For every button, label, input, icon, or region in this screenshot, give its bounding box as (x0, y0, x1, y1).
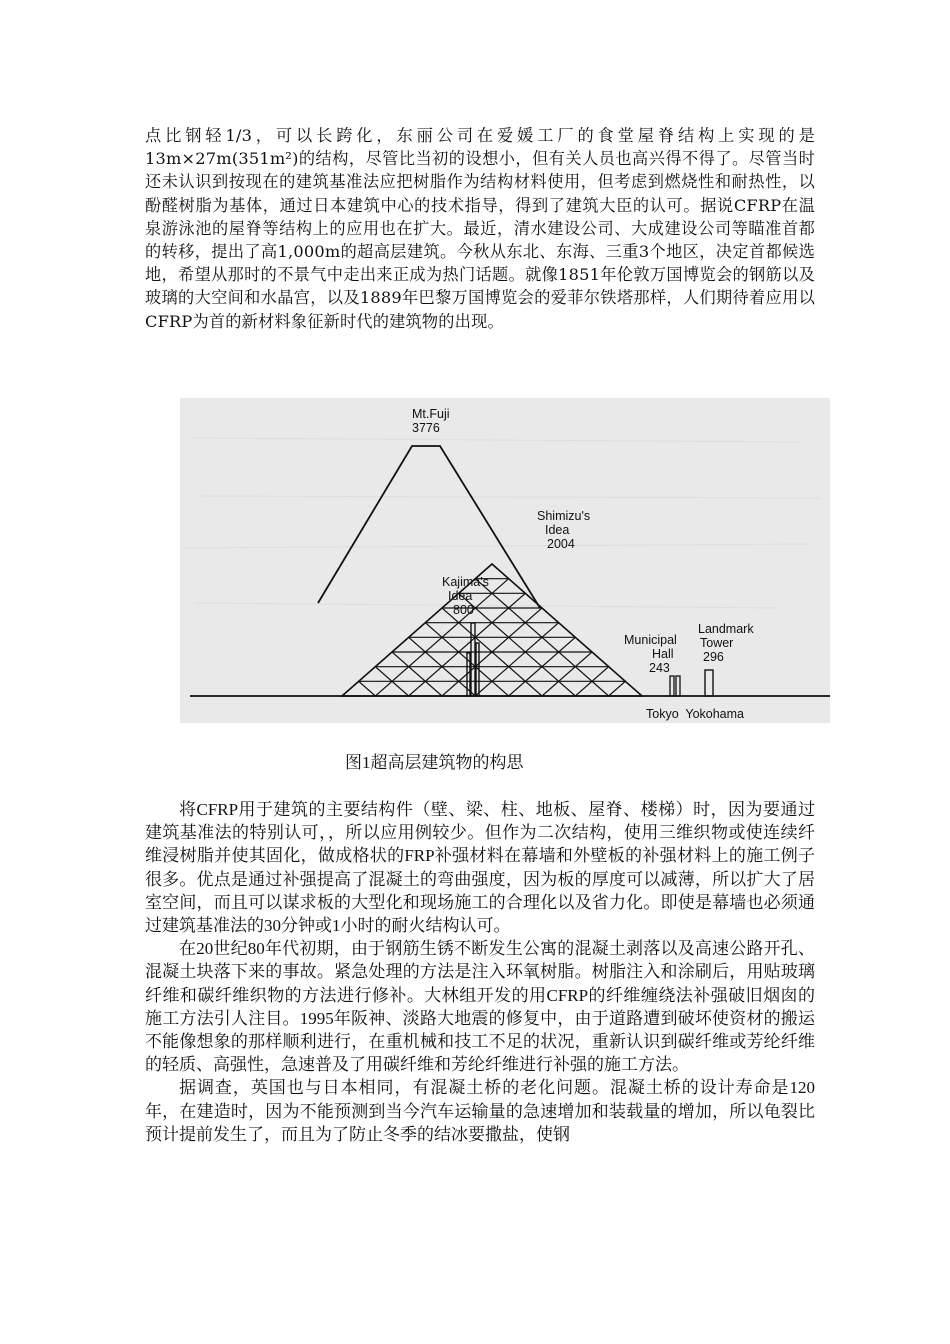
kajima-tower (467, 623, 479, 696)
scan-noise (185, 438, 820, 608)
paragraph-cfrp-building: 将CFRP用于建筑的主要结构件（壁、梁、柱、地板、屋脊、楼梯）时，因为要通过建筑基准法的特别认可，，所以应用例较少。但作为二次结构，使用三维织物或使连续纤维浸树脂并使其固化，做成格状的FRP补强材料在幕墙和外壁板的补强材料上的施工例子很多。优点是通过补强提高了混凝土的弯曲强度，因为板的厚度可以减薄，所以扩大了居室空间，而且可以谋求板的大型化和现场施工的合理化以及省力化。即使是幕墙也必须通过建筑基准法的30分钟或1小时的耐火结构认可。 (145, 800, 815, 936)
municipal-name-label: Municipal (624, 633, 677, 647)
paragraph-intro: 点比钢轻1/3，可以长跨化，东丽公司在爱媛工厂的食堂屋脊结构上实现的是13m×27m(351m²)的结构，尽管比当初的设想小，但有关人员也高兴得不得了。尽管当时还未认识到按现在的建筑基准法应把树脂作为结构材料使用，但考虑到燃烧性和耐热性，以酚醛树脂为基体，通过日本建筑中心的技术指导，得到了建筑大臣的认可。据说CFRP在温泉游泳池的屋脊等结构上的应用也在扩大。最近，清水建设公司、大成建设公司等瞄准首都的转移，提出了高1,000m的超高层建筑。今秋从东北、东海、三重3个地区，决定首都候选地，希望从那时的不景气中走出来正成为热门话题。就像1851年伦敦万国博览会的钢筋以及玻璃的大空间和水晶宫，以及1889年巴黎万国博览会的爱菲尔铁塔那样，人们期待着应用以CFRP为首的新材料象征新时代的建筑物的出现。 (145, 126, 815, 331)
municipal-height-label: 243 (649, 661, 670, 675)
shimizu-name-label: Shimizu's (537, 509, 591, 523)
fuji-height-label: 3776 (412, 421, 440, 435)
paragraph-1980s-repair: 在20世纪80年代初期，由于钢筋生锈不断发生公寓的混凝土剥落以及高速公路开孔、混凝土块落下来的事故。紧急处理的方法是注入环氧树脂。树脂注入和涂刷后，用贴玻璃纤维和碳纤维织物的方法进行修补。大林组开发的用CFRP的纤维缠绕法补强破旧烟囱的施工方法引人注目。1995年阪神、淡路大地震的修复中，由于道路遭到破坏使资材的搬运不能像想象的那样顺利进行，在重机械和技工不足的状况，重新认识到碳纤维或芳纶纤维的轻质、高强性，急速普及了用碳纤维和芳纶纤维进行补强的施工方法。 (145, 939, 815, 1075)
kajima-name-label: Kajima's (442, 575, 489, 589)
ground-location-label: Tokyo Yokohama (646, 707, 744, 721)
landmark-height-label: 296 (703, 650, 724, 664)
municipal-hall-label: Hall (652, 647, 674, 661)
landmark-name-label: Landmark (698, 622, 754, 636)
figure-caption: 图1超高层建筑物的构思 (345, 753, 524, 772)
paragraph-uk-bridges: 据调查，英国也与日本相同，有混凝土桥的老化问题。混凝土桥的设计寿命是120年，在建造时，因为不能预测到当今汽车运输量的急速增加和装载量的增加，所以龟裂比预计提前发生了，而且为了防止冬季的结冰要撒盐，使钢 (145, 1078, 815, 1144)
shimizu-height-label: 2004 (547, 537, 575, 551)
shimizu-idea-label: Idea (545, 523, 570, 537)
skyscraper-concept-figure (180, 398, 830, 723)
kajima-idea-label: Idea (448, 589, 473, 603)
kajima-height-label: 800 (453, 603, 474, 617)
landmark-tower-label: Tower (700, 636, 734, 650)
landmark-tower-building (705, 670, 713, 696)
municipal-hall-building (670, 676, 680, 696)
figure-drawing (180, 398, 830, 723)
fuji-name-label: Mt.Fuji (412, 407, 450, 421)
body-text (145, 798, 815, 1146)
mt-fuji-outline (318, 446, 540, 608)
